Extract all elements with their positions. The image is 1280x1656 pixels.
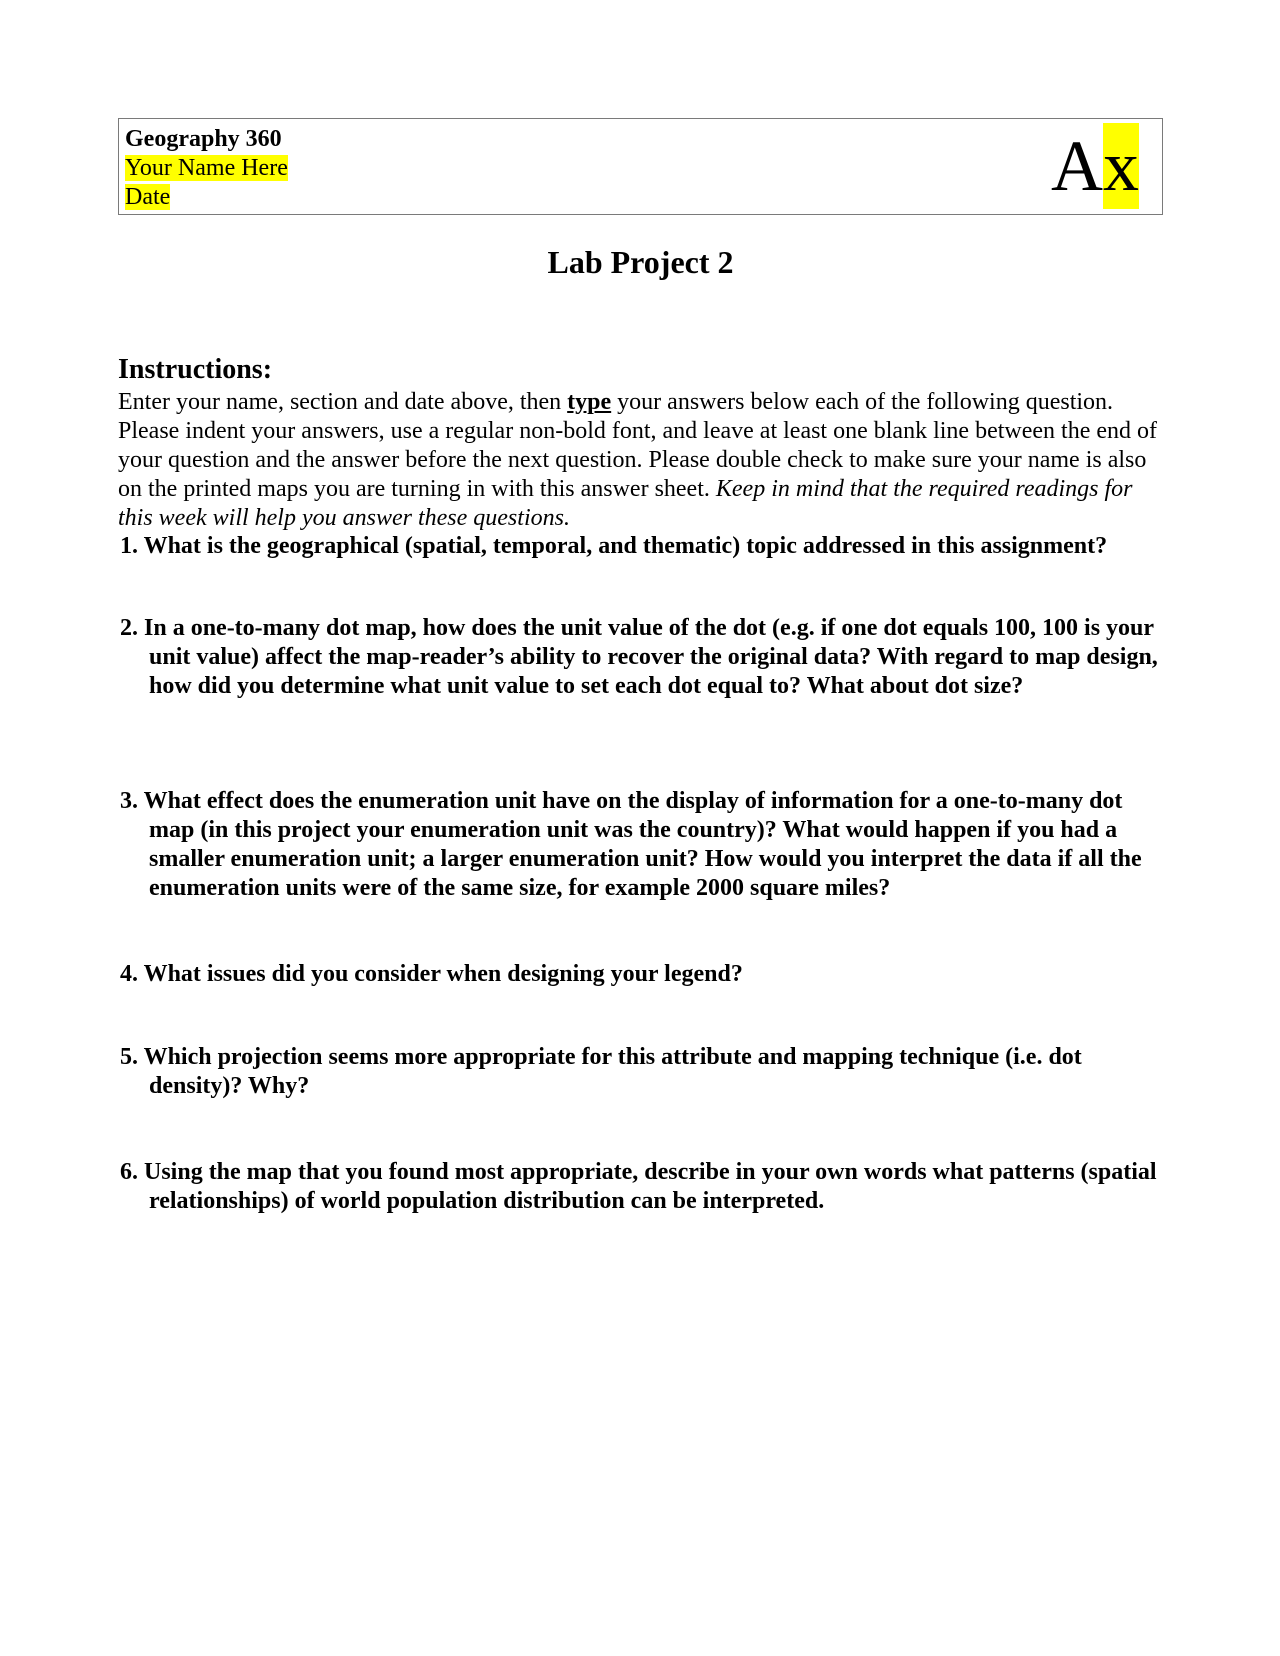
instructions-text-2: your answers below each of the following question. Please indent your answers, use a regular non-bold font, and leave at least one blank line between the end of your question and the answer before the next question. Please double check to make sure your name is also on the printed maps you are turning in with this answer sheet. [118,389,1157,502]
instructions-text-1: Enter your name, section and date above, then [118,389,568,415]
question-5: 5. Which projection seems more appropriate for this attribute and mapping technique (i.e. dot density)? Why? [120,1044,1082,1099]
logo-letter-a: A [1051,126,1103,206]
document-title: Lab Project 2 [547,244,734,280]
student-name-placeholder[interactable]: Your Name Here [125,155,288,181]
instructions-heading: Instructions: [118,354,273,385]
question-6: 6. Using the map that you found most appropriate, describe in your own words what patterns (spatial relationships) of world population distribution can be interpreted. [120,1159,1157,1214]
question-1: 1. What is the geographical (spatial, temporal, and thematic) topic addressed in this assignment? [120,533,1108,559]
header-box [118,118,1163,215]
ax-logo [1051,123,1139,209]
instructions-body [118,388,1163,533]
logo-letter-x: x [1103,123,1139,209]
date-placeholder[interactable]: Date [125,184,171,210]
course-name: Geography 360 [125,126,282,152]
document-page [118,118,1163,1214]
question-4: 4. What issues did you consider when designing your legend? [120,961,743,987]
question-3: 3. What effect does the enumeration unit have on the display of information for a one-to-many dot map (in this project your enumeration unit was the country)? What would happen if you had a smaller enumeration unit; a larger enumeration unit? How would you interpret the data if all the enumeration units were of the same size, for example 2000 square miles? [120,788,1142,901]
header-lines [125,125,1156,212]
instructions-type-word: type [567,389,612,415]
question-2: 2. In a one-to-many dot map, how does the unit value of the dot (e.g. if one dot equals 100, 100 is your unit value) affect the map-reader’s ability to recover the original data? With regard to map design, how did you determine what unit value to set each dot equal to? What about dot size? [120,615,1158,699]
instructions-italic-note: Keep in mind that the required readings for this week will help you answer these questions. [118,476,1133,531]
